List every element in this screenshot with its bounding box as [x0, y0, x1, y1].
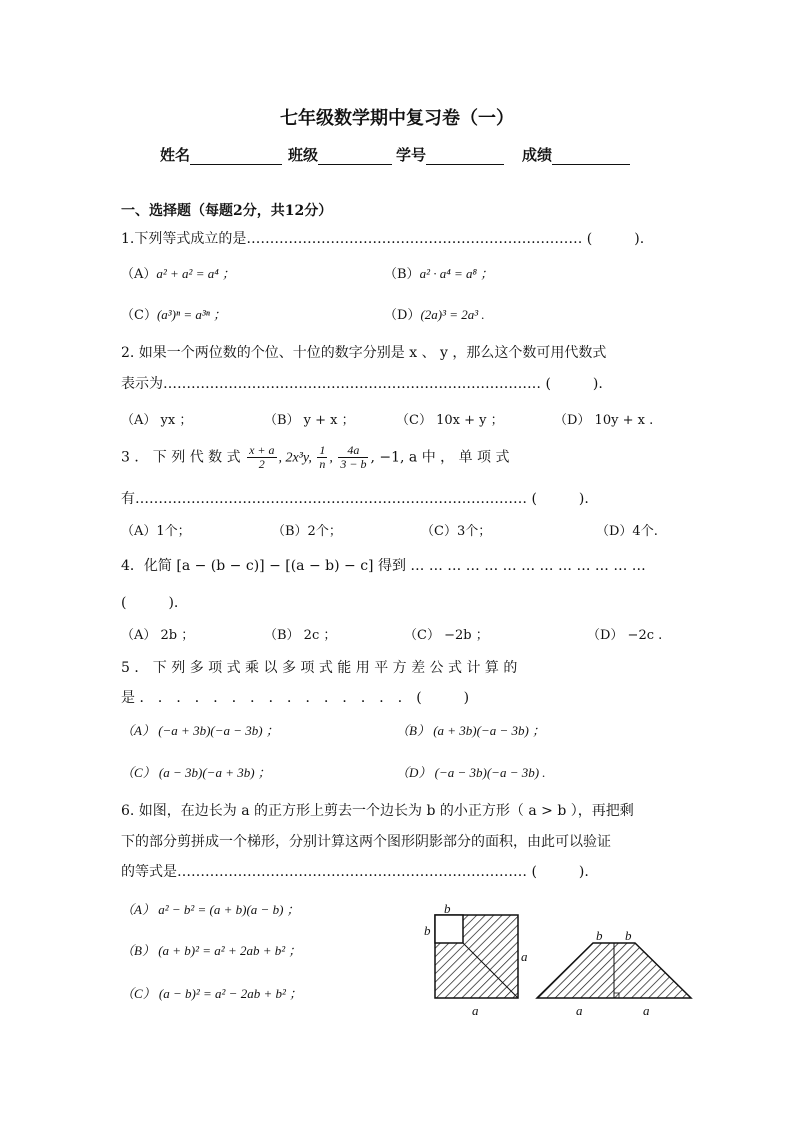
q4-line2: ( ). — [121, 595, 179, 611]
q3-fraction-1-den: 2 — [258, 457, 265, 471]
class-field[interactable] — [288, 144, 392, 165]
q3-option-a[interactable]: （A）1个； — [121, 524, 191, 539]
q3-fraction-2-num: 1 — [319, 443, 326, 457]
q6-line3: 的等式是………………………………………………………………… ( ). — [121, 864, 589, 880]
small-square-cutout — [435, 915, 463, 943]
square-label-a-right: a — [521, 949, 528, 964]
q3-fraction-1-num: x + a — [249, 443, 275, 457]
score-blank[interactable] — [552, 148, 630, 165]
q3-fraction-1 — [247, 444, 276, 471]
name-label: 姓名 — [160, 146, 191, 164]
q1-option-c-label: （C） — [121, 308, 157, 323]
square-label-b-left: b — [424, 923, 431, 938]
q5-option-a[interactable]: （A） (−a + 3b)(−a − 3b) ； — [121, 723, 279, 738]
q1-option-c-expr: (a³)ⁿ = a³ⁿ ； — [156, 307, 227, 322]
square-label-b-top: b — [444, 901, 451, 916]
q6-option-b[interactable]: （B） (a + b)² = a² + 2ab + b² ； — [121, 943, 302, 958]
q1-option-b-label: （B） — [384, 267, 420, 282]
q3-fraction-3-den: 3 − b — [340, 457, 367, 471]
q2-option-a[interactable]: （A） yx ； — [121, 413, 193, 428]
q1-option-b-expr: a² · a⁴ = a⁸ ； — [419, 266, 494, 281]
class-label: 班级 — [288, 146, 319, 164]
name-blank[interactable] — [190, 148, 282, 165]
q3-fraction-2 — [317, 444, 327, 471]
section-heading: 一、选择题（每题2分，共12分） — [121, 203, 333, 219]
q6-line2: 下的部分剪拼成一个梯形，分别计算这两个图形阴影部分的面积，由此可以验证 — [121, 834, 611, 850]
q1-option-c[interactable] — [121, 304, 226, 323]
page-title: 七年级数学期中复习卷（一） — [280, 108, 514, 129]
q3-line2: 有………………………………………………………………………… ( ). — [121, 491, 589, 507]
q1-option-b[interactable] — [384, 263, 493, 282]
q5-line2: 是 ． ． ． ． ． ． ． ． ． ． ． ． ． ． ． ( ) — [121, 690, 470, 706]
trapezoid-label-b-left: b — [596, 928, 603, 943]
number-field[interactable] — [396, 144, 504, 165]
q3-fraction-2-den: n — [319, 457, 326, 471]
q1-option-d[interactable] — [384, 304, 485, 323]
q2-option-d[interactable]: （D） 10y + x . — [554, 413, 654, 428]
q4-option-d[interactable]: （D） −2c . — [587, 628, 663, 643]
q3-term-4: , — [329, 450, 337, 466]
q3-option-d[interactable]: （D）4个. — [596, 524, 658, 539]
q2-option-b[interactable]: （B） y + x ； — [264, 413, 355, 428]
q4-option-a[interactable]: （A） 2b ； — [121, 628, 195, 643]
q1-option-a[interactable] — [121, 263, 235, 282]
q4-line1: 4．化简 [a − (b − c)] − [(a − b) − c] 得到 … … … … … … … … … … … … … — [121, 558, 646, 574]
trapezoid-label-b-right: b — [625, 928, 632, 943]
q2-option-c[interactable]: （C） 10x + y ； — [396, 413, 504, 428]
square-label-a-bottom: a — [472, 1003, 479, 1018]
q2-line2: 表示为……………………………………………………………………… ( ). — [121, 376, 603, 392]
q1-option-d-expr: (2a)³ = 2a³ . — [420, 307, 485, 322]
class-blank[interactable] — [318, 148, 392, 165]
q3-fraction-3-num: 4a — [338, 444, 368, 458]
score-label: 成绩 — [522, 146, 553, 164]
q3-fraction-3 — [338, 444, 368, 471]
number-blank[interactable] — [426, 148, 504, 165]
q5-line1: 5 ． 下 列 多 项 式 乘 以 多 项 式 能 用 平 方 差 公 式 计 算 的 — [121, 660, 518, 676]
name-field[interactable] — [160, 144, 282, 165]
q2-line1: 2. 如果一个两位数的个位、十位的数字分别是 x 、 y ，那么这个数可用代数式 — [121, 345, 607, 361]
q6-option-a[interactable]: （A） a² − b² = (a + b)(a − b) ； — [121, 902, 300, 917]
q1-option-a-label: （A） — [121, 267, 157, 282]
q3-lead: 3 ． 下 列 代 数 式 — [121, 449, 241, 466]
q5-option-d[interactable]: （D） (−a − 3b)(−a − 3b) . — [396, 765, 546, 780]
q3-option-c[interactable]: （C）3个； — [421, 524, 492, 539]
q5-option-b[interactable]: （B） (a + 3b)(−a − 3b) ； — [396, 723, 546, 738]
q1-option-d-label: （D） — [384, 308, 421, 323]
q6-line1: 6. 如图，在边长为 a 的正方形上剪去一个边长为 b 的小正方形（ a > b ），再把剩 — [121, 803, 634, 819]
q3-option-b[interactable]: （B）2个； — [272, 524, 342, 539]
q5-option-c[interactable]: （C） (a − 3b)(−a + 3b) ； — [121, 765, 271, 780]
q1-option-a-expr: a² + a² = a⁴ ； — [156, 266, 236, 281]
q3-term-2: , 2x³y, — [278, 450, 316, 466]
q4-option-b[interactable]: （B） 2c ； — [264, 628, 337, 643]
q6-option-c[interactable]: （C） (a − b)² = a² − 2ab + b² ； — [121, 986, 303, 1001]
q4-option-c[interactable]: （C） −2b ； — [404, 628, 489, 643]
q1-stem: 1.下列等式成立的是……………………………………………………………… ( ). — [121, 231, 645, 247]
q3-line1 — [121, 444, 510, 471]
q3-term-6: , −1, a 中 ， 单 项 式 — [370, 449, 510, 466]
q6-figures — [415, 900, 705, 1025]
trapezoid-label-a-right: a — [643, 1003, 650, 1018]
trapezoid-label-a-left: a — [576, 1003, 583, 1018]
score-field[interactable] — [522, 144, 630, 165]
trapezoid-figure — [537, 928, 691, 1018]
number-label: 学号 — [396, 146, 427, 164]
square-figure — [424, 901, 528, 1018]
